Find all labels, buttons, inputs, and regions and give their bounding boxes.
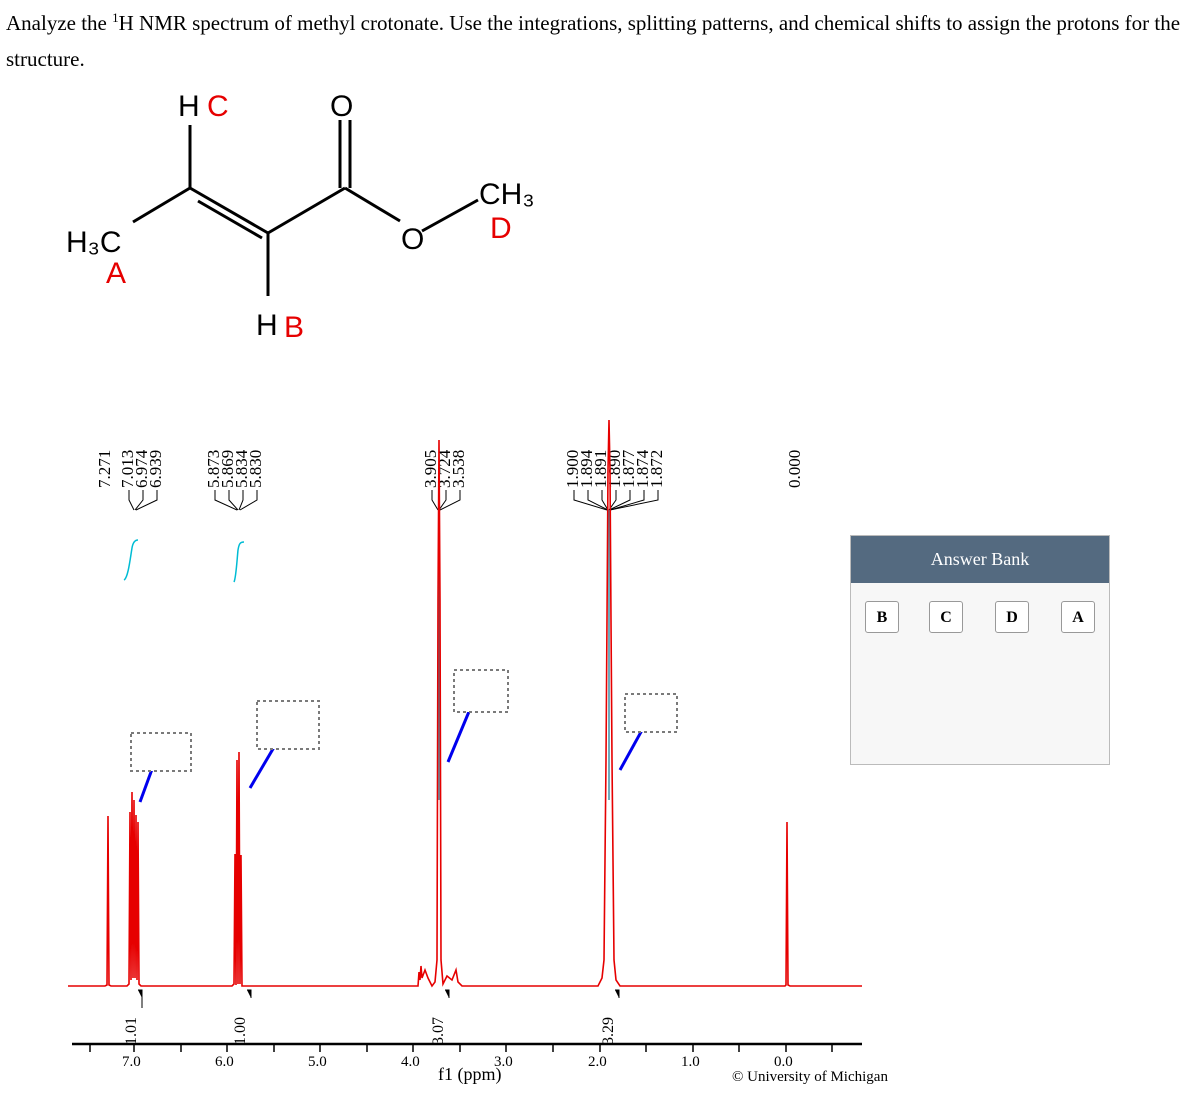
ester-oxygen: O [401,223,425,256]
peak-label: 1.877 [619,449,638,488]
answer-bank-title: Answer Bank [851,536,1109,583]
superscript-1: 1 [112,10,119,25]
answer-bank [850,535,1110,765]
peak-guide-lines [439,510,609,800]
answer-chip-b[interactable]: B [865,601,899,633]
pointer-lines [140,690,652,802]
answer-chip-c[interactable]: C [929,601,963,633]
label-c: C [207,90,229,123]
axis-label: f1 (ppm) [438,1064,502,1084]
peak-label: 1.872 [647,449,666,488]
tick-label: 6.0 [215,1054,234,1070]
tick-label: 5.0 [308,1054,327,1070]
peak-label: 1.874 [633,449,652,488]
integration-brackets [138,990,619,1008]
integration-label: 3.07 [430,1017,447,1045]
integral-curves [124,540,244,582]
question-prefix: Analyze the [6,11,113,35]
peak-label: 0.000 [785,449,804,488]
answer-chip-d[interactable]: D [995,601,1029,633]
peak-labels [95,449,804,488]
peak-label: 6.974 [132,449,151,488]
question-text [6,0,1196,77]
drop-target-3-7ppm[interactable] [454,670,508,712]
peak-label: 1.894 [577,449,596,488]
molecule-structure [0,80,600,370]
label-a: A [106,257,127,290]
peak-label: 3.538 [449,449,468,488]
drop-target-7ppm[interactable] [131,733,191,771]
integration-label: 1.00 [232,1017,249,1045]
peak-label: 1.891 [591,449,610,488]
label-b: B [284,311,305,344]
peak-label: 3.724 [435,449,454,488]
peak-label: 7.271 [95,449,114,488]
ppm-axis [72,1044,888,1085]
peak-label: 5.834 [232,449,251,488]
peak-label: 7.013 [118,449,137,488]
drop-target-5-8ppm[interactable] [257,701,319,749]
question-suffix: H NMR spectrum of methyl crotonate. Use the integrations, splitting patterns, and chemical shifts to assign the protons for the structure. [6,11,1181,71]
hc-h-atom: H [178,90,200,123]
label-d: D [490,212,512,245]
peak-label: 3.905 [421,449,440,488]
peak-label: 5.830 [246,449,265,488]
ch3-right: CH₃ [479,178,535,211]
integration-labels [123,1017,617,1045]
molecule-bonds [133,120,478,296]
tick-label: 0.0 [774,1054,793,1070]
integration-label: 3.29 [600,1017,617,1045]
label-connectors [129,490,658,510]
tick-label: 2.0 [588,1054,607,1070]
hb-h-atom: H [256,309,278,342]
integration-label: 1.01 [123,1017,140,1045]
carbonyl-oxygen: O [330,90,354,123]
peak-label: 1.890 [605,449,624,488]
ch3-left: H₃C [66,226,122,259]
peak-label: 5.873 [204,449,223,488]
peak-label: 5.869 [218,449,237,488]
tick-label: 4.0 [401,1054,420,1070]
drop-target-1-9ppm[interactable] [625,694,677,732]
tick-label: 1.0 [681,1054,700,1070]
nmr-spectrum [0,390,900,1090]
answer-chip-a[interactable]: A [1061,601,1095,633]
credit-text: © University of Michigan [732,1069,888,1085]
tick-label: 7.0 [122,1054,141,1070]
peak-label: 1.900 [563,449,582,488]
peak-label: 6.939 [146,449,165,488]
answer-chips [851,583,1109,643]
tick-label: 3.0 [494,1054,513,1070]
